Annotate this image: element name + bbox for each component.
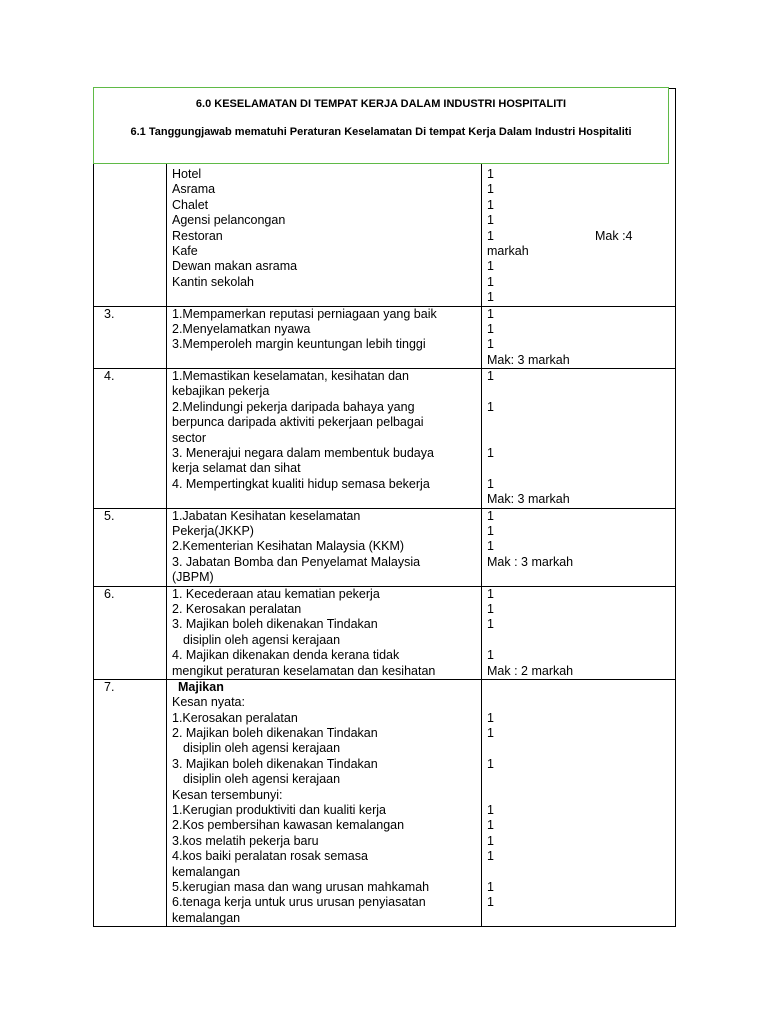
mark-value xyxy=(487,865,670,880)
answer-line: 2. Majikan boleh dikenakan Tindakan xyxy=(172,726,378,741)
answer-line: 3. Jabatan Bomba dan Penyelamat Malaysia xyxy=(172,554,421,569)
answer-line: 4. Mempertingkat kualiti hidup semasa bekerja xyxy=(172,476,430,491)
answer-line: Pekerja(JKKP) xyxy=(172,523,254,538)
answer-cell xyxy=(167,369,482,509)
mark-value xyxy=(487,431,670,446)
mark-value xyxy=(487,415,670,430)
answer-line: 1.Memastikan keselamatan, kesihatan dan xyxy=(172,369,409,384)
max-mark-note: Mak :4 xyxy=(595,228,633,243)
mark-value: 1 xyxy=(487,321,494,336)
max-mark-note: Mak : 2 markah xyxy=(487,663,574,678)
answer-line: 3. Menerajui negara dalam membentuk budaya xyxy=(172,446,434,461)
mark-value: 1 xyxy=(487,290,494,305)
mark-value: 1 xyxy=(487,586,494,601)
answer-line: 3.kos melatih pekerja baru xyxy=(172,833,319,848)
mark-value xyxy=(487,772,670,787)
mark-value: markah xyxy=(487,243,529,258)
answer-line: mengikut peraturan keselamatan dan kesihatan xyxy=(172,663,436,678)
answer-cell xyxy=(167,679,482,926)
mark-value: 1 xyxy=(487,879,494,894)
answer-line: disiplin oleh agensi kerajaan xyxy=(183,632,341,647)
answer-line: 2.Kementerian Kesihatan Malaysia (KKM) xyxy=(172,539,405,554)
mark-value: 1 xyxy=(487,601,494,616)
answer-line: 2.Kos pembersihan kawasan kemalangan xyxy=(172,818,405,833)
answer-line: kemalangan xyxy=(172,864,241,879)
mark-value: 1 xyxy=(487,167,494,181)
marks-cell xyxy=(482,369,676,509)
table-row xyxy=(94,586,676,679)
mark-value: 1 xyxy=(487,849,494,864)
answer-line: Kafe xyxy=(172,243,198,258)
answer-line: 4.kos baiki peralatan rosak semasa xyxy=(172,849,368,864)
table-row xyxy=(94,508,676,586)
mark-value: 1 xyxy=(487,306,494,321)
mark-value: 1 xyxy=(487,446,494,461)
row-number: 5. xyxy=(94,508,167,586)
answer-line: Kesan tersembunyi: xyxy=(172,787,283,802)
answer-line: kerja selamat dan sihat xyxy=(172,461,301,476)
mark-value: 1 xyxy=(487,648,494,663)
mark-value xyxy=(487,633,670,648)
answer-line: 1.Mempamerkan reputasi perniagaan yang baik xyxy=(172,306,437,321)
mark-value: 1 xyxy=(487,803,494,818)
mark-value: 1 xyxy=(487,337,494,352)
mark-value: 1 xyxy=(487,182,494,197)
marks-cell xyxy=(482,586,676,679)
answer-line: (JBPM) xyxy=(172,570,214,585)
answer-line: Agensi pelancongan xyxy=(172,213,286,228)
answer-line: 3.Memperoleh margin keuntungan lebih tinggi xyxy=(172,337,426,352)
mark-value: 1 xyxy=(487,523,494,538)
mark-value: 1 xyxy=(487,726,494,741)
answer-line: 2.Menyelamatkan nyawa xyxy=(172,321,311,336)
table-row xyxy=(94,369,676,509)
answer-line: 1. Kecederaan atau kematian pekerja xyxy=(172,586,380,601)
mark-value: 1 xyxy=(487,197,494,212)
answer-line: sector xyxy=(172,430,207,445)
mark-value: 1 xyxy=(487,213,494,228)
answer-line: disiplin oleh agensi kerajaan xyxy=(183,772,341,787)
answer-table xyxy=(93,88,676,927)
mark-value xyxy=(487,788,670,803)
answer-line: 6.tenaga kerja untuk urus urusan penyiasatan xyxy=(172,895,426,910)
answer-line: Asrama xyxy=(172,182,216,197)
mark-value xyxy=(487,680,670,695)
answer-heading: Majikan xyxy=(178,679,224,694)
table-row xyxy=(94,306,676,369)
answer-line: disiplin oleh agensi kerajaan xyxy=(183,741,341,756)
mark-value: 1 xyxy=(487,259,494,274)
answer-line: Dewan makan asrama xyxy=(172,259,298,274)
answer-line: 1.Jabatan Kesihatan keselamatan xyxy=(172,508,361,523)
section-subtitle: 6.1 Tanggungjawab mematuhi Peraturan Keselamatan Di tempat Kerja Dalam Industri Hospitaliti xyxy=(130,126,632,138)
max-mark-note: Mak: 3 markah xyxy=(487,492,570,507)
answer-line: Kesan nyata: xyxy=(172,695,245,710)
answer-line: 2.Melindungi pekerja daripada bahaya yang xyxy=(172,399,415,414)
marks-cell xyxy=(482,508,676,586)
answer-line: 3. Majikan boleh dikenakan Tindakan xyxy=(172,617,378,632)
answer-line: 1.Kerosakan peralatan xyxy=(172,710,298,725)
row-number: 7. xyxy=(94,679,167,926)
mark-value: 1 xyxy=(487,228,494,243)
answer-line: Restoran xyxy=(172,228,223,243)
table-row xyxy=(94,679,676,926)
mark-line xyxy=(487,229,670,244)
answer-line: 2. Kerosakan peralatan xyxy=(172,601,302,616)
mark-value: 1 xyxy=(487,833,494,848)
mark-value: 1 xyxy=(487,476,494,491)
row-number: 3. xyxy=(94,306,167,369)
answer-line: kemalangan xyxy=(172,910,241,925)
answer-line: Kantin sekolah xyxy=(172,274,255,289)
answer-cell xyxy=(167,586,482,679)
answer-line: 5.kerugian masa dan wang urusan mahkamah xyxy=(172,879,430,894)
mark-value xyxy=(487,384,670,399)
marks-cell xyxy=(482,679,676,926)
answer-line: 3. Majikan boleh dikenakan Tindakan xyxy=(172,756,378,771)
mark-value xyxy=(487,695,670,710)
mark-value: 1 xyxy=(487,369,494,384)
answer-line: Hotel xyxy=(172,167,202,181)
section-title: 6.0 KESELAMATAN DI TEMPAT KERJA DALAM INDUSTRI HOSPITALITI xyxy=(195,98,567,110)
answer-line: 1.Kerugian produktiviti dan kualiti kerja xyxy=(172,803,387,818)
mark-value: 1 xyxy=(487,895,494,910)
mark-value: 1 xyxy=(487,617,494,632)
mark-value xyxy=(487,741,670,756)
mark-value: 1 xyxy=(487,818,494,833)
marks-cell xyxy=(482,306,676,369)
mark-value: 1 xyxy=(487,756,494,771)
mark-value: 1 xyxy=(487,274,494,289)
max-mark-note: Mak : 3 markah xyxy=(487,554,574,569)
answer-cell xyxy=(167,508,482,586)
answer-line: kebajikan pekerja xyxy=(172,384,270,399)
row-number: 4. xyxy=(94,369,167,509)
mark-value: 1 xyxy=(487,710,494,725)
mark-value: 1 xyxy=(487,399,494,414)
mark-value: 1 xyxy=(487,539,494,554)
answer-cell xyxy=(167,306,482,369)
answer-line: 4. Majikan dikenakan denda kerana tidak xyxy=(172,648,400,663)
mark-value xyxy=(487,461,670,476)
answer-line: berpunca daripada aktiviti pekerjaan pelbagai xyxy=(172,415,424,430)
answer-line: Chalet xyxy=(172,197,209,212)
section-header-box xyxy=(93,87,669,164)
max-mark-note: Mak: 3 markah xyxy=(487,352,570,367)
row-number: 6. xyxy=(94,586,167,679)
mark-value: 1 xyxy=(487,508,494,523)
